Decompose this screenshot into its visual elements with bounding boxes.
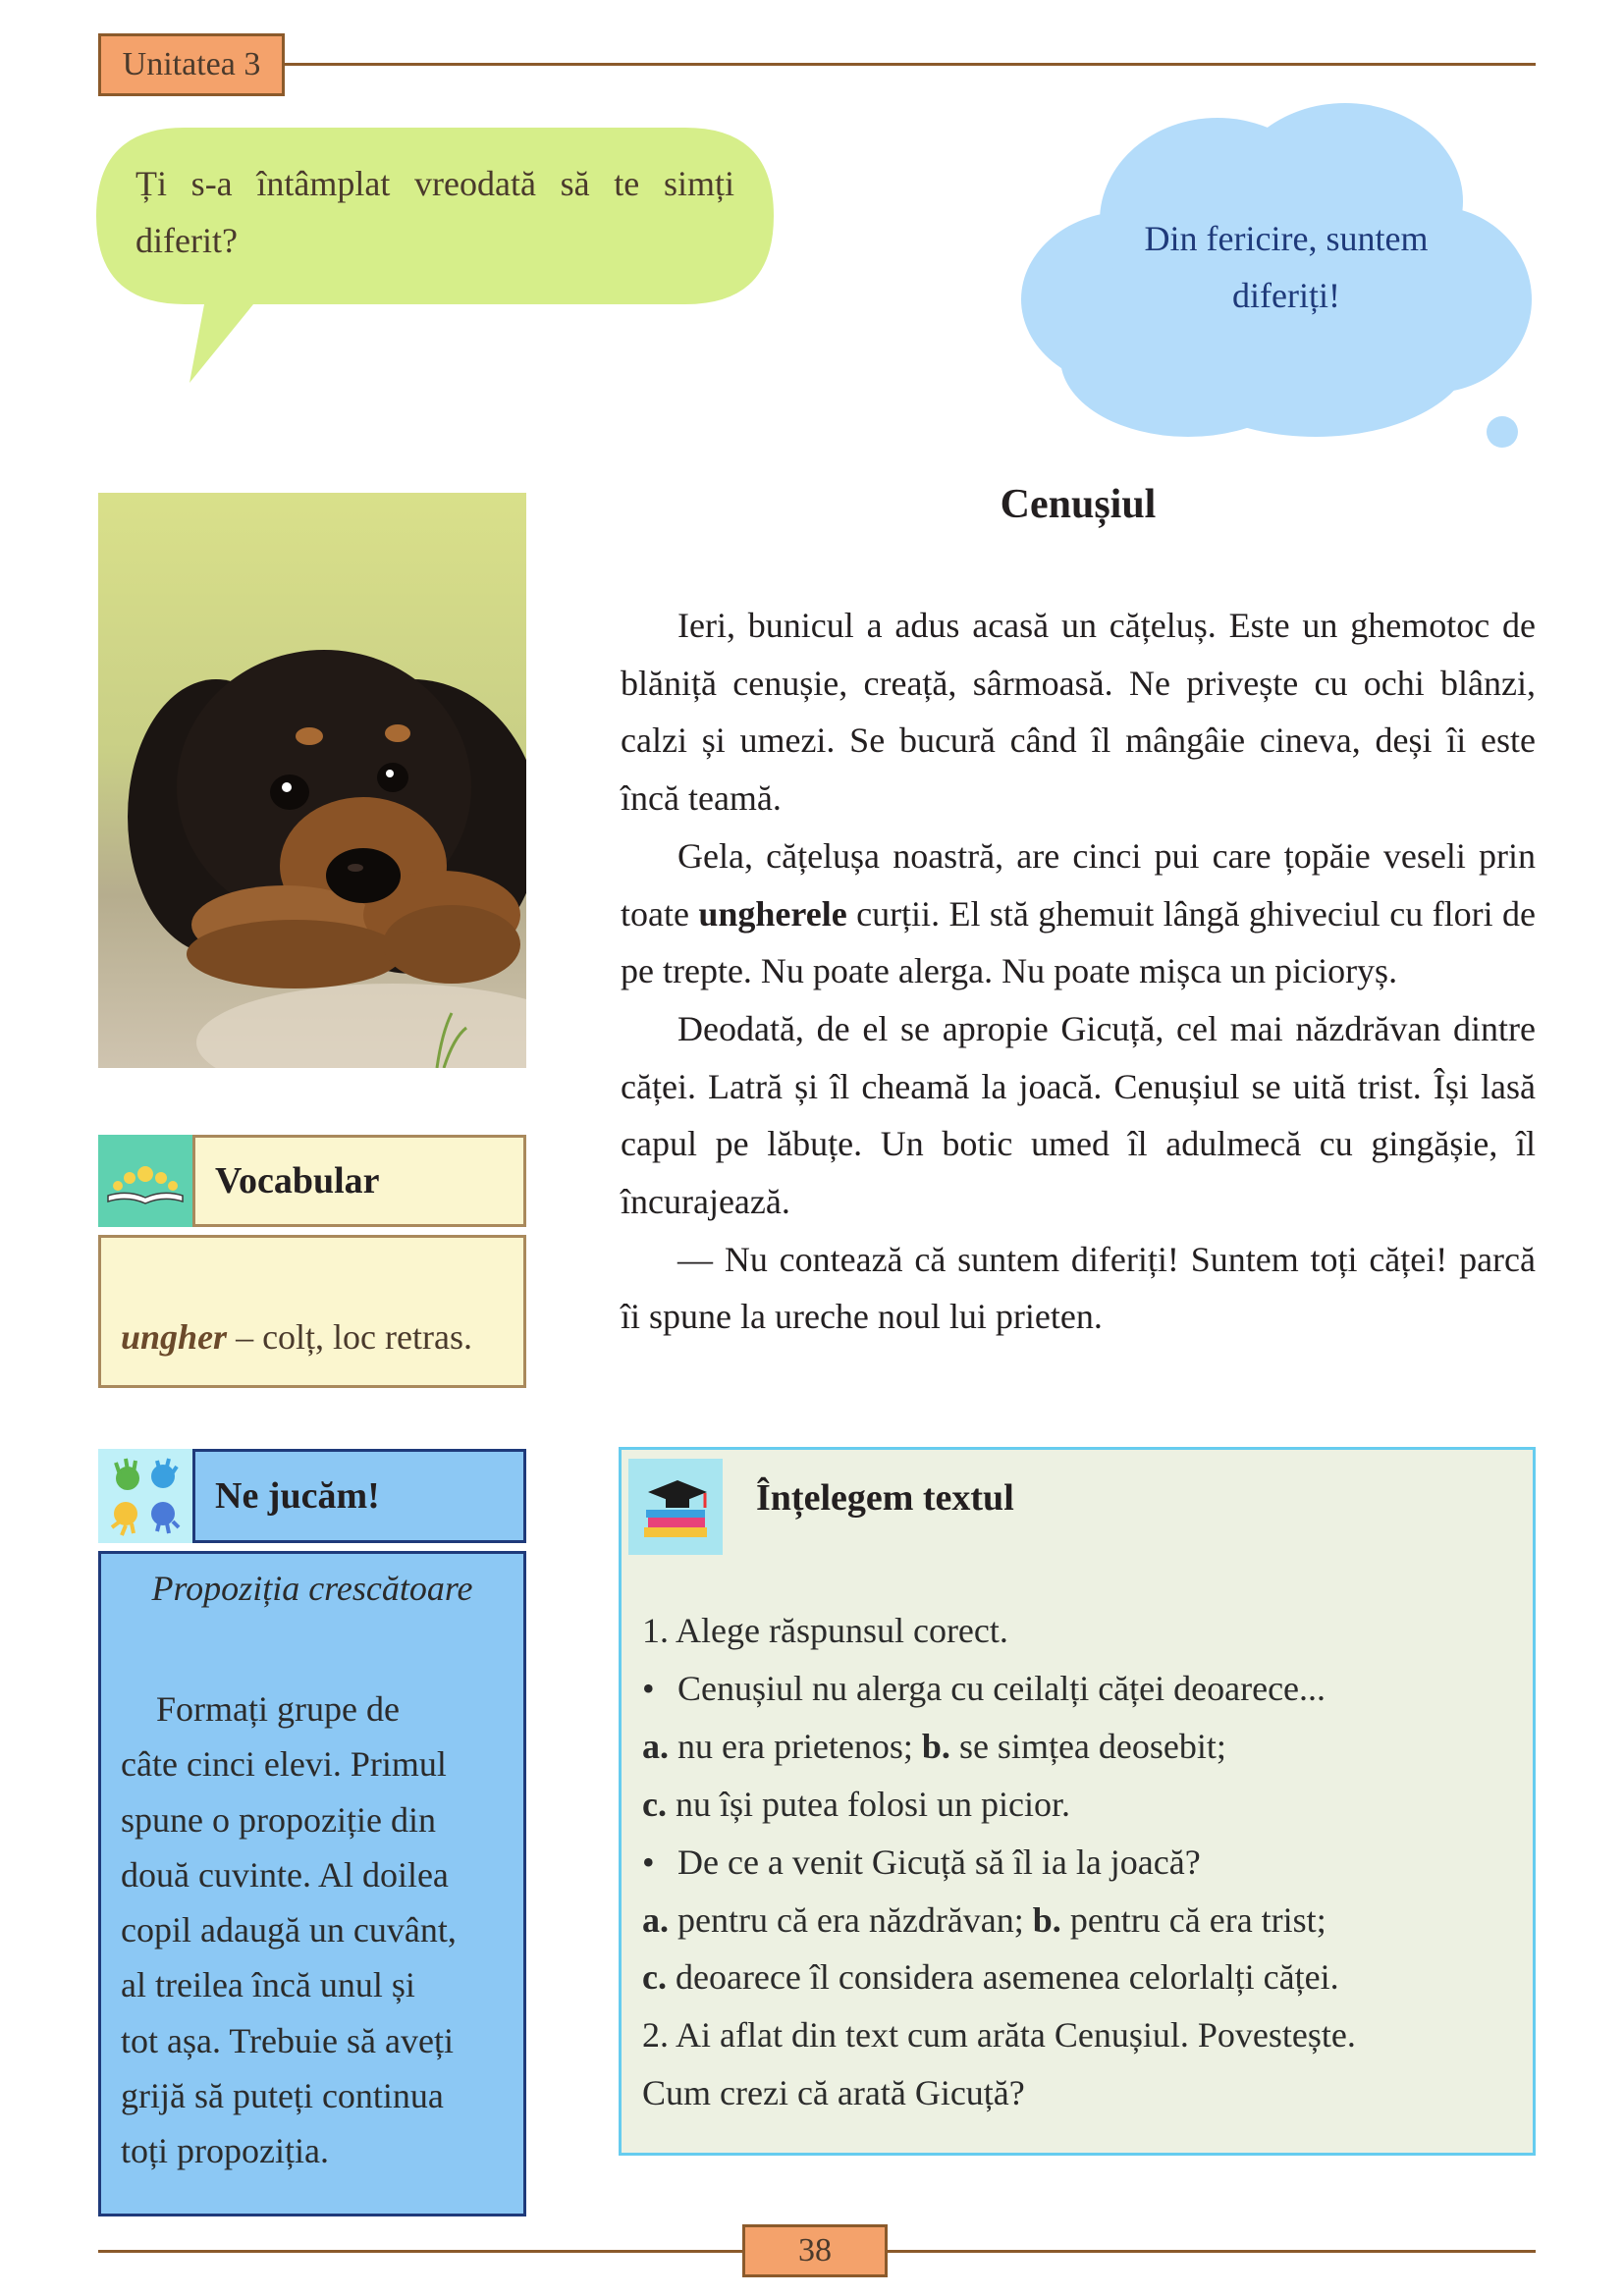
game-instructions [121, 1682, 514, 2179]
vocabulary-box [98, 1235, 526, 1388]
game-subtitle: Propoziția crescătoare [151, 1569, 473, 1608]
option-label: c. [642, 1957, 667, 1998]
option-label: c. [642, 1784, 667, 1824]
page-number-label: 38 [798, 2232, 832, 2269]
story-title: Cenușiul [1000, 482, 1157, 527]
thought-line-2: diferiți! [1232, 276, 1340, 315]
question-1a [642, 1660, 1526, 1718]
answer-options [642, 1892, 1526, 1949]
answer-options [642, 1718, 1526, 1776]
question-1b [642, 1834, 1526, 1892]
vocabulary-heading: Vocabular [192, 1135, 526, 1227]
story-text: curții. El stă ghemuit lângă ghiveciul cu flori de pe trepte. Nu poate alerga. Nu poate mișca un piciorуș. [621, 893, 1536, 991]
puppy-photo [98, 493, 526, 1068]
option-text: nu își putea folosi un picior. [666, 1784, 1070, 1824]
game-box [98, 1551, 526, 2216]
game-line: câte cinci elevi. Primul [121, 1744, 447, 1785]
question-2: 2. Ai aflat din text cum arăta Cenușiul. Povestește. [642, 2015, 1356, 2056]
answer-options [642, 1776, 1526, 1834]
game-line: tot așa. Trebuie să aveți [121, 2020, 454, 2060]
open-book-icon [98, 1135, 192, 1227]
story-paragraph [621, 828, 1536, 1000]
vocabulary-definition [121, 1316, 472, 1358]
unit-badge [98, 33, 285, 96]
game-line: două cuvinte. Al doilea [121, 1854, 449, 1895]
story-body [621, 597, 1536, 1346]
option-label: b. [1032, 1899, 1061, 1940]
thought-line-1: Din fericire, suntem [1144, 219, 1429, 258]
story-text: Gela, cățelușa noastră, are cinci pui care țopăie veseli prin toate [621, 835, 1536, 934]
bullet: • [642, 1842, 655, 1882]
option-text: pentru că era năzdrăvan; [669, 1899, 1033, 1940]
game-line: toți propoziția. [121, 2131, 329, 2171]
question-1b-text: De ce a venit Gicuță să îl ia la joacă? [677, 1842, 1201, 1882]
speech-bubble-text: Ți s-a întâmplat vreodată să te simți diferit? [135, 164, 734, 260]
answer-options [642, 1949, 1526, 2006]
bullet: • [642, 1668, 655, 1708]
unit-label: Unitatea 3 [122, 46, 261, 82]
story-bold-word: ungherele [698, 893, 847, 934]
colorful-hands-icon [98, 1449, 192, 1543]
story-paragraph: Deodată, de el se apropie Gicuță, cel mai năzdrăvan dintre cățeі. Latră și îl cheamă la joacă. Cenușiul se uită trist. Își lasă capul pe lăbuțe. Un botic umed îl adulmecă cu gingășie, îl încurajează. [621, 1008, 1536, 1222]
vocabulary-meaning: – colț, loc retras. [227, 1317, 472, 1357]
game-line: Formați grupe de [156, 1689, 400, 1729]
option-label: a. [642, 1899, 669, 1940]
game-line: grijă să puteți continua [121, 2076, 444, 2116]
option-text: nu era prietenos; [669, 1726, 922, 1766]
option-text: se simțea deosebit; [949, 1726, 1226, 1766]
page-number [742, 2224, 888, 2277]
game-heading: Ne jucăm! [192, 1449, 526, 1543]
question-2-continued: Cum crezi că arată Gicuță? [642, 2073, 1025, 2113]
graduation-books-icon [628, 1459, 723, 1555]
thought-cloud-text [1119, 210, 1453, 324]
question-1: 1. Alege răspunsul corect. [642, 1611, 1008, 1650]
option-label: b. [921, 1726, 950, 1766]
game-line: copil adaugă un cuvânt, [121, 1910, 457, 1950]
comprehension-questions [642, 1602, 1526, 2122]
option-text: deoarece îl considera asemenea celorlalți cățeі. [666, 1957, 1339, 1998]
game-line: al treilea încă unul și [121, 1965, 415, 2005]
question-1a-text: Cenușiul nu alerga cu ceilalți cățeі deoarece... [677, 1668, 1326, 1708]
story-paragraph: — Nu contează că suntem diferiți! Suntem toți cățeі! parcă îi spune la ureche noul lui prieten. [621, 1239, 1536, 1337]
game-line: spune o propoziție din [121, 1799, 436, 1840]
option-text: pentru că era trist; [1060, 1899, 1326, 1940]
story-paragraph: Ieri, bunicul a adus acasă un cățeluș. Este un ghemotoc de blăniță cenușie, creață, sârmoasă. Ne privește cu ochi blânzi, calzi și umezi. Se bucură când îl mângâie cineva, deși îi este încă teamă. [621, 606, 1536, 819]
header-rule [285, 63, 1536, 66]
comprehension-heading: Înțelegem textul [756, 1477, 1014, 1519]
option-label: a. [642, 1726, 669, 1766]
vocabulary-term: ungher [121, 1317, 228, 1357]
